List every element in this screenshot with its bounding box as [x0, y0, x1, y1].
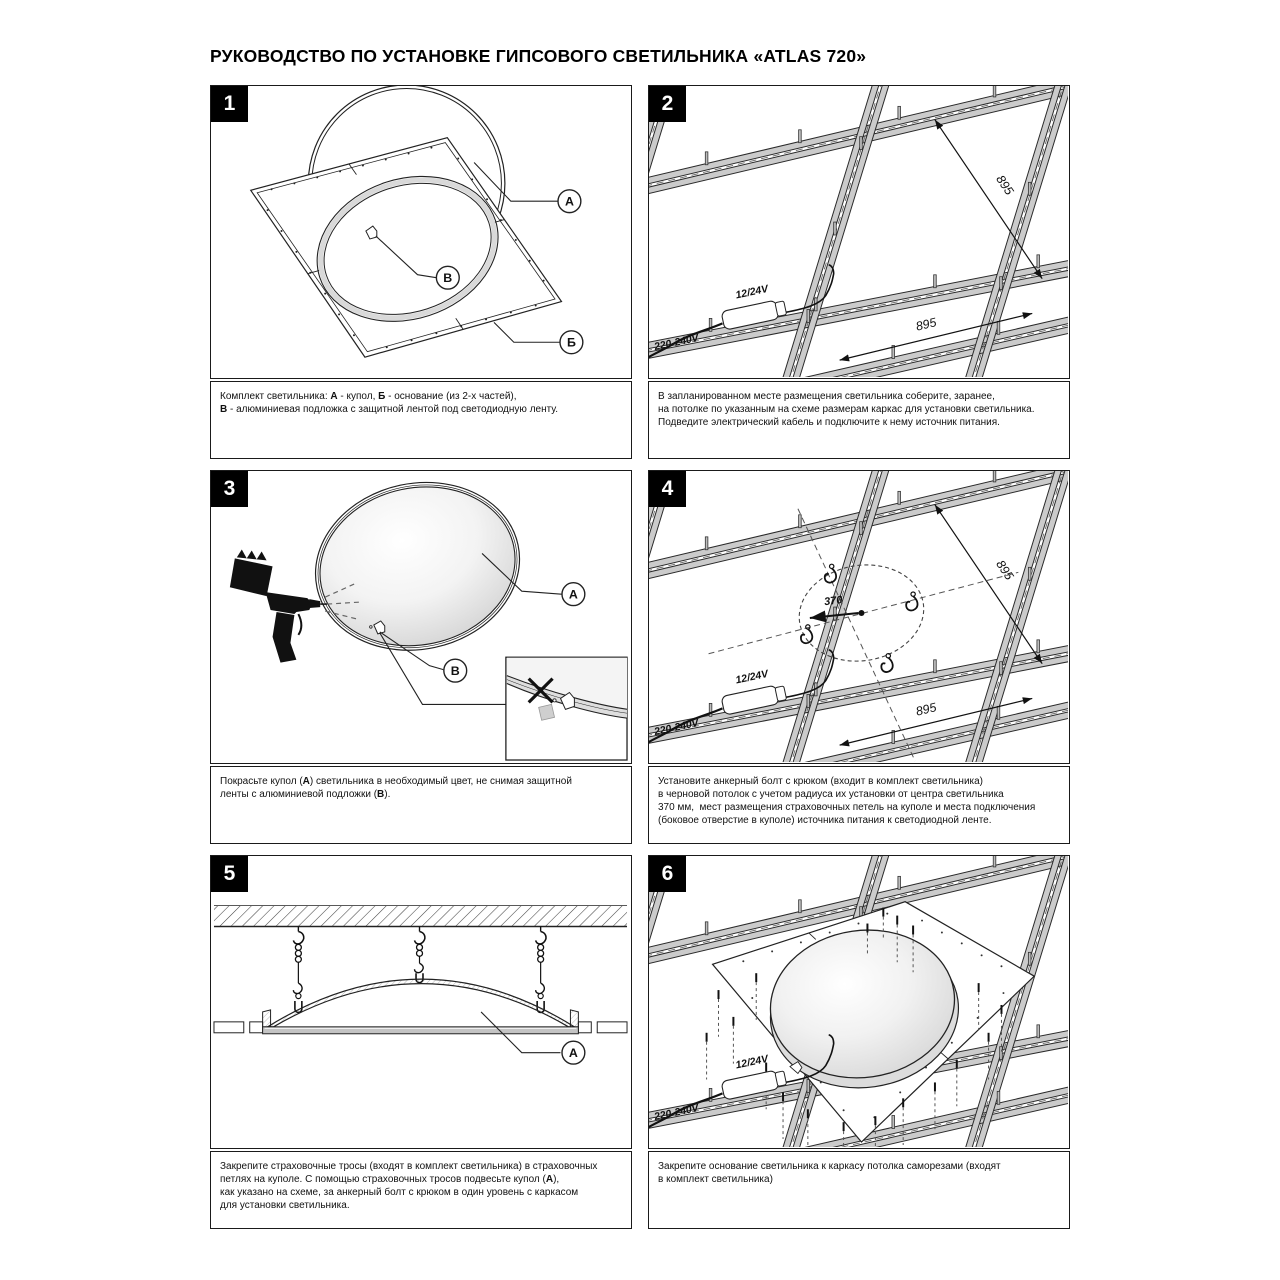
step-caption: Закрепите основание светильника к каркасу потолка саморезами (входят в комплект светильника): [648, 1151, 1070, 1229]
step-number-badge: 1: [211, 86, 248, 122]
lamp-kit-diagram: [211, 86, 630, 377]
figure-4: [648, 470, 1070, 764]
callout-a: [481, 1012, 585, 1064]
figure-6: [648, 855, 1070, 1149]
radius-label-370: 370: [823, 594, 844, 609]
safety-cable-middle: [415, 927, 425, 983]
panel-5: [210, 855, 632, 1229]
step-caption: Комплект светильника: А - купол, Б - основание (из 2-х частей), В - алюминиевая подложка с защитной лентой под светодиодную ленту.: [210, 381, 632, 459]
step-caption: Закрепите страховочные тросы (входят в комплект светильника) в страховочных петлях на куполе. С помощью страховочных тросов подвесьте купол (А), как указано на схеме, за анкерный болт с крюком в один уровень с каркасом для установки светильника.: [210, 1151, 632, 1229]
painting-diagram: [211, 471, 630, 762]
panel-4: [648, 470, 1070, 844]
step-caption: В запланированном месте размещения светильника соберите, заранее, на потолке по указанным на схеме размерам каркас для установки светильника. Подведите электрический кабель и подключите к нему источник питания.: [648, 381, 1070, 459]
svg-text:А: А: [568, 587, 578, 602]
svg-text:В: В: [443, 271, 453, 286]
step-number-badge: 3: [211, 471, 248, 507]
anchor-hooks-diagram: [649, 471, 1068, 762]
panel-1: [210, 85, 632, 459]
step-number-badge: 4: [649, 471, 686, 507]
figure-2: [648, 85, 1070, 379]
dome-cross-section: [263, 979, 579, 1034]
step-number-badge: 2: [649, 86, 686, 122]
svg-text:А: А: [568, 1046, 578, 1061]
spray-gun-icon: [230, 549, 327, 662]
step-caption: Установите анкерный болт с крюком (входит в комплект светильника) в черновой потолок с учетом радиуса их установки от центра светильника 370 мм, мест размещения страховочных петель на куполе и места подключения (боковое отверстие в куполе) источника питания к светодиодной ленте.: [648, 766, 1070, 844]
safety-cable-right: [536, 927, 546, 1013]
panel-6: [648, 855, 1070, 1229]
callout-b: [494, 322, 583, 353]
detail-inset: [506, 657, 628, 760]
fastening-diagram: [649, 856, 1068, 1147]
panel-3: [210, 470, 632, 844]
svg-text:А: А: [564, 194, 574, 209]
safety-cable-left: [293, 927, 303, 1013]
figure-1: [210, 85, 632, 379]
ceiling-frame-diagram: [649, 86, 1068, 377]
suspension-diagram: [211, 856, 630, 1147]
base-plate: [251, 138, 562, 357]
panel-2: [648, 85, 1070, 459]
page-title: РУКОВОДСТВО ПО УСТАНОВКЕ ГИПСОВОГО СВЕТИЛЬНИКА «ATLAS 720»: [210, 46, 867, 66]
step-number-badge: 6: [649, 856, 686, 892]
steps-grid: [210, 85, 1070, 1229]
rough-ceiling: [214, 906, 627, 927]
svg-text:В: В: [450, 664, 460, 679]
figure-5: [210, 855, 632, 1149]
step-number-badge: 5: [211, 856, 248, 892]
figure-3: [210, 470, 632, 764]
svg-text:Б: Б: [566, 335, 576, 350]
step-caption: Покрасьте купол (А) светильника в необходимый цвет, не снимая защитной ленты с алюминиевой подложки (В).: [210, 766, 632, 844]
